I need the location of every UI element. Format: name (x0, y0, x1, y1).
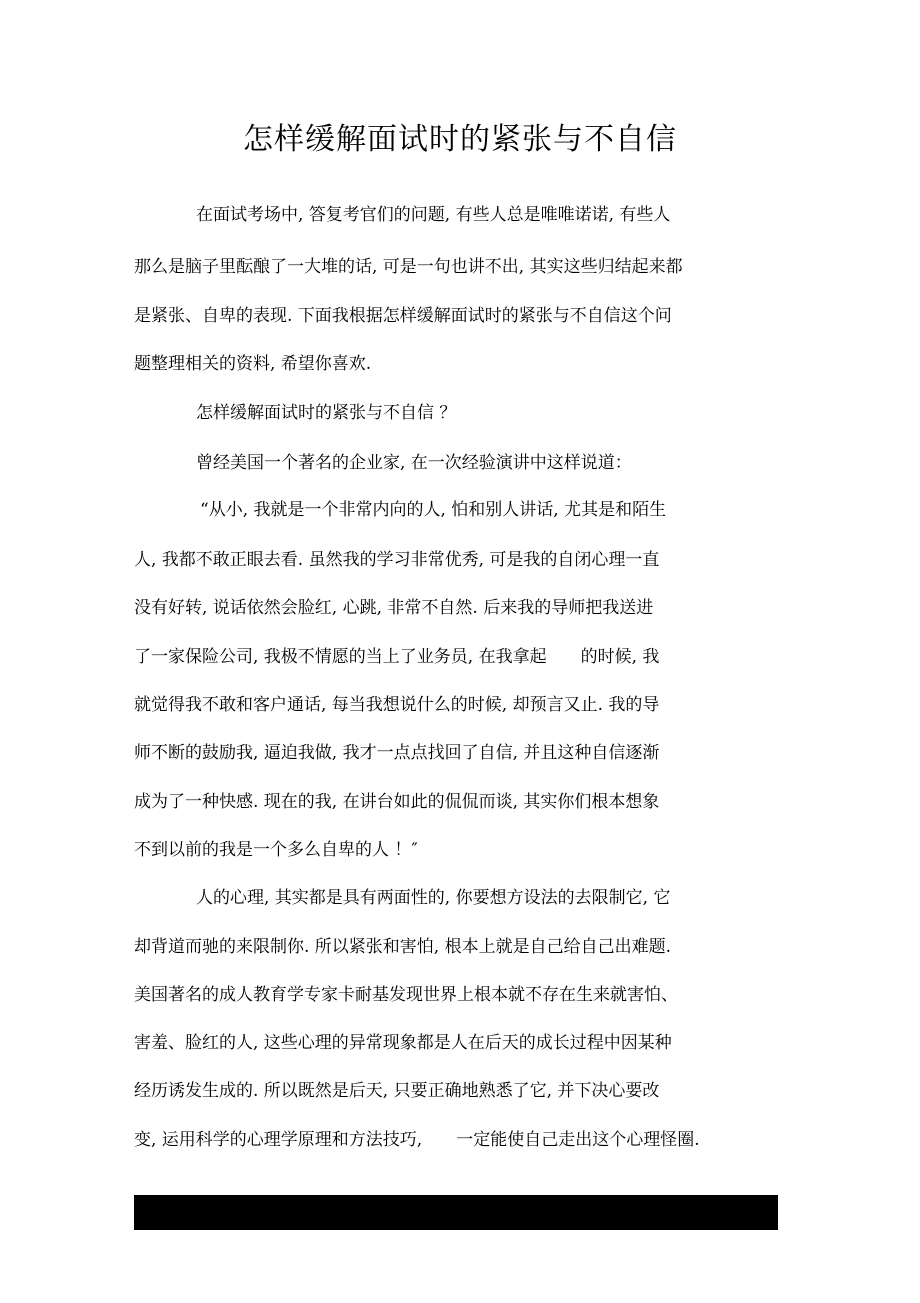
document-title: 怎样缓解面试时的紧张与不自信 (243, 122, 677, 157)
paragraph-line: 经历诱发生成的. 所以既然是后天, 只要正确地熟悉了它, 并下决心要改 (134, 1081, 660, 1101)
paragraph-line: 害羞、脸红的人, 这些心理的异常现象都是人在后天的成长过程中因某种 (134, 1033, 672, 1053)
quote-line: 不到以前的我是一个多么自卑的人 ！″ (134, 840, 418, 860)
paragraph-line: 人的心理, 其实都是具有两面性的, 你要想方设法的去限制它, 它 (196, 888, 671, 908)
quote-line: 就觉得我不敢和客户通话, 每当我想说什么的时候, 却预言又止. 我的导 (134, 695, 660, 715)
quote-line: 没有好转, 说话依然会脸红, 心跳, 非常不自然. 后来我的导师把我送进 (134, 598, 654, 618)
paragraph-line: 是紧张、自卑的表现. 下面我根据怎样缓解面试时的紧张与不自信这个问 (134, 306, 672, 326)
section-heading: 怎样缓解面试时的紧张与不自信 ？ (196, 403, 457, 423)
paragraph-line: 题整理相关的资料, 希望你喜欢. (134, 354, 372, 374)
paragraph-line: 那么是脑子里酝酿了一大堆的话, 可是一句也讲不出, 其实这些归结起来都 (134, 257, 683, 277)
quote-line: 了一家保险公司, 我极不情愿的当上了业务员, 在我拿起 的时候, 我 (134, 647, 660, 667)
paragraph-line: 美国著名的成人教育学专家卡耐基发现世界上根本就不存在生来就害怕、 (134, 985, 678, 1005)
paragraph-line: 却背道而驰的来限制你. 所以紧张和害怕, 根本上就是自己给自己出难题. (134, 937, 672, 957)
quote-line: 师不断的鼓励我, 逼迫我做, 我才一点点找回了自信, 并且这种自信逐渐 (134, 743, 660, 763)
quote-line: 人, 我都不敢正眼去看. 虽然我的学习非常优秀, 可是我的自闭心理一直 (134, 550, 660, 570)
quote-line: 成为了一种快感. 现在的我, 在讲台如此的侃侃而谈, 其实你们根本想象 (134, 792, 660, 812)
paragraph-line: 曾经美国一个著名的企业家, 在一次经验演讲中这样说道： (196, 453, 632, 473)
paragraph-line: 变, 运用科学的心理学原理和方法技巧, 一定能使自己走出这个心理怪圈. (134, 1130, 700, 1150)
quote-line: “从小, 我就是一个非常内向的人, 怕和别人讲话, 尤其是和陌生 (200, 500, 667, 520)
paragraph-line: 在面试考场中, 答复考官们的问题, 有些人总是唯唯诺诺, 有些人 (196, 205, 671, 225)
redaction-bar (134, 1195, 778, 1230)
